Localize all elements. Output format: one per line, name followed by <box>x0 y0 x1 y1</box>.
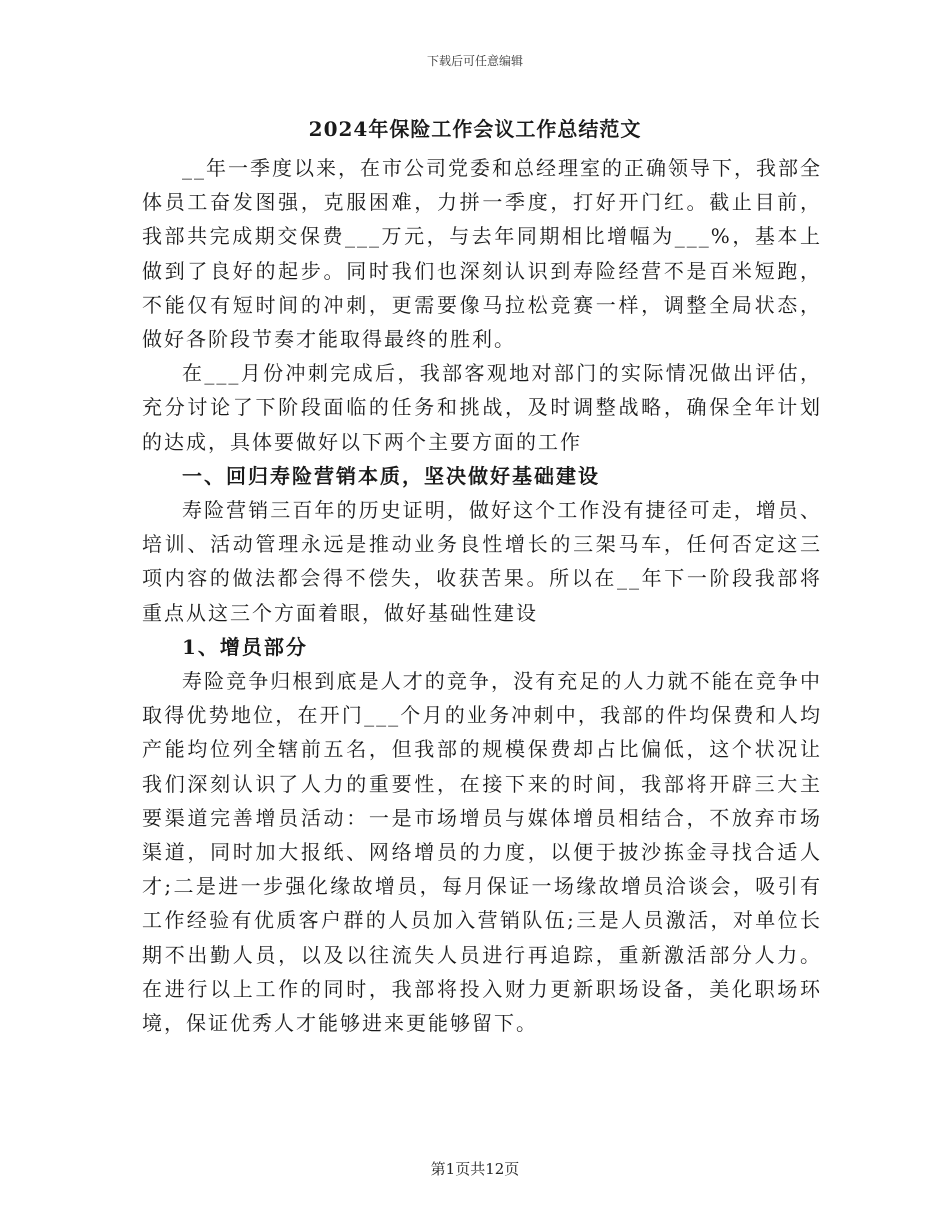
header-note: 下载后可任意编辑 <box>426 54 523 68</box>
document-title: 2024年保险工作会议工作总结范文 <box>308 117 642 141</box>
paragraph-section-1: 寿险营销三百年的历史证明，做好这个工作没有捷径可走，增员、培训、活动管理永远是推动业务良性增长的三架马车，任何否定这三项内容的做法都会得不偿失，收获苦果。所以在__年下一阶段我部将重点从这三个方面着眼，做好基础性建设 <box>142 498 822 625</box>
paragraph-subsection-1: 寿险竞争归根到底是人才的竞争，没有充足的人力就不能在竞争中取得优势地位，在开门___个月的业务冲刺中，我部的件均保费和人均产能均位列全辖前五名，但我部的规模保费却占比偏低，这个状况让我们深刻认识了人力的重要性，在接下来的时间，我部将开辟三大主要渠道完善增员活动：一是市场增员与媒体增员相结合，不放弃市场渠道，同时加大报纸、网络增员的力度，以便于披沙拣金寻找合适人才;二是进一步强化缘故增员，每月保证一场缘故增员洽谈会，吸引有工作经验有优质客户群的人员加入营销队伍;三是人员激活，对单位长期不出勤人员，以及以往流失人员进行再追踪，重新激活部分人力。在进行以上工作的同时，我部将投入财力更新职场设备，美化职场环境，保证优秀人才能够进来更能够留下。 <box>142 669 822 1036</box>
subsection-heading-1: 1、增员部分 <box>182 634 308 659</box>
paragraph-intro: __年一季度以来，在市公司党委和总经理室的正确领导下，我部全体员工奋发图强，克服困难，力拼一季度，打好开门红。截止目前，我部共完成期交保费___万元，与去年同期相比增幅为___%，基本上做到了良好的起步。同时我们也深刻认识到寿险经营不是百米短跑，不能仅有短时间的冲刺，更需要像马拉松竞赛一样，调整全局状态，做好各阶段节奏才能取得最终的胜利。 <box>142 156 822 352</box>
section-heading-1: 一、回归寿险营销本质，坚决做好基础建设 <box>182 463 600 488</box>
document-body <box>142 151 822 1040</box>
page-footer: 第1页共12页 <box>430 1160 520 1178</box>
paragraph-plan: 在___月份冲刺完成后，我部客观地对部门的实际情况做出评估，充分讨论了下阶段面临的任务和挑战，及时调整战略，确保全年计划的达成，具体要做好以下两个主要方面的工作 <box>142 361 822 454</box>
